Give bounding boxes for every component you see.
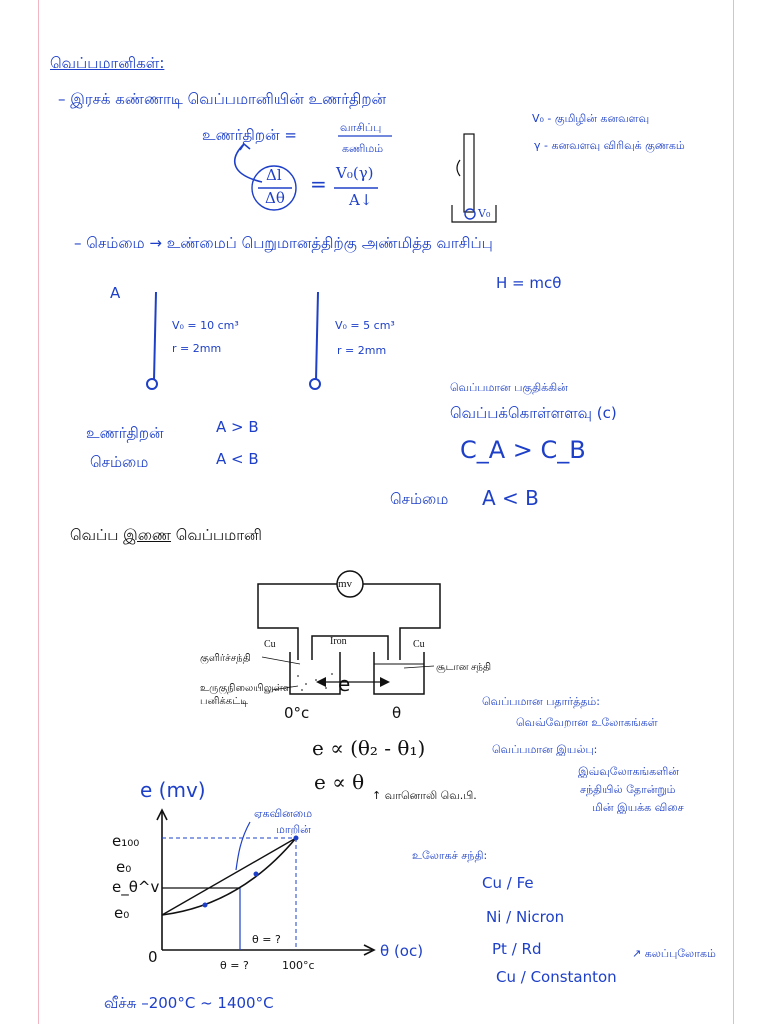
ice-label-1: உருகுநிலையிலுள்ள bbox=[200, 683, 292, 694]
heading2-suffix: வெப்பமானி bbox=[175, 526, 263, 544]
temperature-range: வீச்சு –200°C ~ 1400°C bbox=[104, 994, 274, 1012]
cu-left-label: Cu bbox=[264, 639, 276, 650]
millivoltmeter bbox=[337, 571, 363, 597]
sensitivity-numerator: வாசிப்பு bbox=[340, 121, 382, 134]
curve-note-2: மாறின் bbox=[276, 823, 311, 836]
property-line5: சந்தியில் தோன்றும் bbox=[580, 783, 676, 796]
tubeA-bulb bbox=[147, 379, 157, 389]
wire-right bbox=[363, 584, 440, 660]
tubeA-volume: V₀ = 10 cm³ bbox=[172, 319, 239, 332]
accuracy-right-value: A < B bbox=[482, 486, 539, 510]
cold-junction-label: குளிர்ச்சந்தி bbox=[200, 653, 251, 664]
graph-point-1 bbox=[203, 903, 208, 908]
gamma-definition: γ - கனவளவு விரிவுக் குணகம் bbox=[534, 139, 685, 152]
bullet-mercury-sensitivity: – இரசக் கண்ணாடி வெப்பமானியின் உணர்திறன் bbox=[58, 90, 387, 108]
heading2-underlined: இணை bbox=[123, 526, 172, 544]
tubeB-volume: V₀ = 5 cm³ bbox=[335, 319, 395, 332]
alloy-note: ↗ கலப்புலோகம் bbox=[632, 947, 716, 960]
hot-junction-pointer bbox=[404, 666, 434, 668]
ice-label-2: பனிக்கட்டி bbox=[200, 696, 249, 707]
metal-pair-1: Cu / Fe bbox=[482, 874, 534, 892]
bulb-label: V₀ bbox=[478, 207, 491, 220]
tubeA-stem bbox=[154, 292, 156, 380]
heading2-prefix: வெப்ப bbox=[70, 526, 119, 544]
graph-linear-line bbox=[162, 838, 296, 915]
sensitivity-row-value: A > B bbox=[216, 418, 259, 436]
formula-arrow bbox=[235, 144, 262, 182]
graph-theta-question: θ = ? bbox=[220, 959, 249, 972]
emf-proportional-diff: e ∝ (θ₂ - θ₁) bbox=[312, 736, 426, 760]
curve-note-1: ஏகவினமை bbox=[254, 807, 313, 820]
sensitivity-denominator: கணிமம் bbox=[342, 142, 384, 155]
v0-definition: V₀ - குமிழின் கனவளவு bbox=[532, 112, 650, 125]
cold-junction-pointer bbox=[262, 657, 300, 664]
curve-note-pointer bbox=[236, 822, 250, 870]
property-line6: மின் இயக்க விசை bbox=[592, 801, 684, 814]
emf-label: e bbox=[338, 672, 351, 696]
tubeB-radius: r = 2mm bbox=[337, 344, 387, 357]
graph-y-axis-label: e (mv) bbox=[140, 778, 206, 802]
emf-note: ↑ வானொலி வெ.பி. bbox=[372, 789, 477, 802]
hot-junction-label: சூடான சந்தி bbox=[436, 662, 492, 673]
tubeA-radius: r = 2mm bbox=[172, 342, 222, 355]
label-A: A bbox=[110, 284, 121, 302]
thermometer-bulb bbox=[465, 209, 475, 219]
heading-thermometers: வெப்பமானிகள்: bbox=[50, 54, 165, 72]
formula-lhs-numerator: Δl bbox=[266, 166, 282, 184]
accuracy-right-label: செம்மை bbox=[390, 490, 449, 508]
cu-right-label: Cu bbox=[413, 639, 425, 650]
graph-origin-label: 0 bbox=[148, 948, 158, 966]
formula-equals: = bbox=[310, 172, 327, 196]
sensitivity-label: உணர்திறன் = bbox=[202, 126, 297, 144]
graph-etheta-label: e_θ^v bbox=[112, 878, 160, 896]
wire-iron bbox=[312, 636, 388, 660]
thermometer-stem bbox=[464, 134, 474, 212]
formula-rhs-numerator: V₀(γ) bbox=[336, 164, 374, 182]
property-line3: வெப்பமான இயல்பு: bbox=[492, 743, 598, 756]
tubeB-stem bbox=[316, 292, 318, 380]
thermometer-brace bbox=[457, 160, 460, 176]
sensitivity-row-label: உணர்திறன் bbox=[86, 424, 164, 442]
wire-left bbox=[258, 584, 337, 660]
emf-proportional-theta: e ∝ θ bbox=[314, 770, 365, 794]
graph-point-2 bbox=[254, 872, 259, 877]
iron-label: Iron bbox=[330, 636, 347, 647]
metal-pair-4: Cu / Constanton bbox=[496, 968, 617, 986]
temp-cold-label: 0°c bbox=[284, 704, 310, 722]
graph-x-axis-label: θ (oc) bbox=[380, 942, 424, 960]
formula-lhs-denominator: Δθ bbox=[265, 189, 285, 207]
property-line1: வெப்பமான பதார்த்தம்: bbox=[482, 695, 600, 708]
metals-title: உலோகச் சந்தி: bbox=[412, 849, 488, 862]
graph-e0-upper-label: e₀ bbox=[116, 858, 132, 876]
heat-equation: H = mcθ bbox=[496, 274, 562, 292]
formula-rhs-denominator: A↓ bbox=[349, 191, 373, 209]
metal-pair-2: Ni / Nicron bbox=[486, 908, 565, 926]
capacity-comparison: C_A > C_B bbox=[460, 436, 586, 464]
ice-pointer bbox=[272, 686, 298, 690]
meter-label: mv bbox=[338, 578, 353, 590]
heat-capacity-line1: வெப்பமான பகுதிக்கின் bbox=[450, 381, 568, 394]
tubeB-bulb bbox=[310, 379, 320, 389]
heat-capacity-line2: வெப்பக்கொள்ளளவு (c) bbox=[450, 404, 617, 422]
bullet-accuracy: – செம்மை → உண்மைப் பெறுமானத்திற்கு அண்மித்த வாசிப்பு bbox=[74, 234, 493, 252]
emf-arrowhead-right bbox=[380, 677, 390, 687]
metal-pair-3: Pt / Rd bbox=[492, 940, 542, 958]
graph-theta-question-2: θ = ? bbox=[252, 933, 281, 946]
accuracy-row-value: A < B bbox=[216, 450, 259, 468]
emf-arrowhead-left bbox=[316, 677, 326, 687]
graph-x-100-label: 100°c bbox=[282, 959, 315, 972]
hot-bath bbox=[374, 652, 424, 694]
accuracy-row-label: செம்மை bbox=[90, 453, 149, 471]
property-line4: இவ்வுலோகங்களின் bbox=[578, 765, 679, 778]
temp-hot-label: θ bbox=[392, 704, 402, 722]
graph-point-3 bbox=[294, 836, 299, 841]
graph-e100-label: e₁₀₀ bbox=[112, 832, 140, 850]
formula-arrowhead bbox=[240, 144, 250, 150]
graph-e0-lower-label: e₀ bbox=[114, 904, 130, 922]
property-line2: வெவ்வேறான உலோகங்கள் bbox=[516, 716, 658, 729]
